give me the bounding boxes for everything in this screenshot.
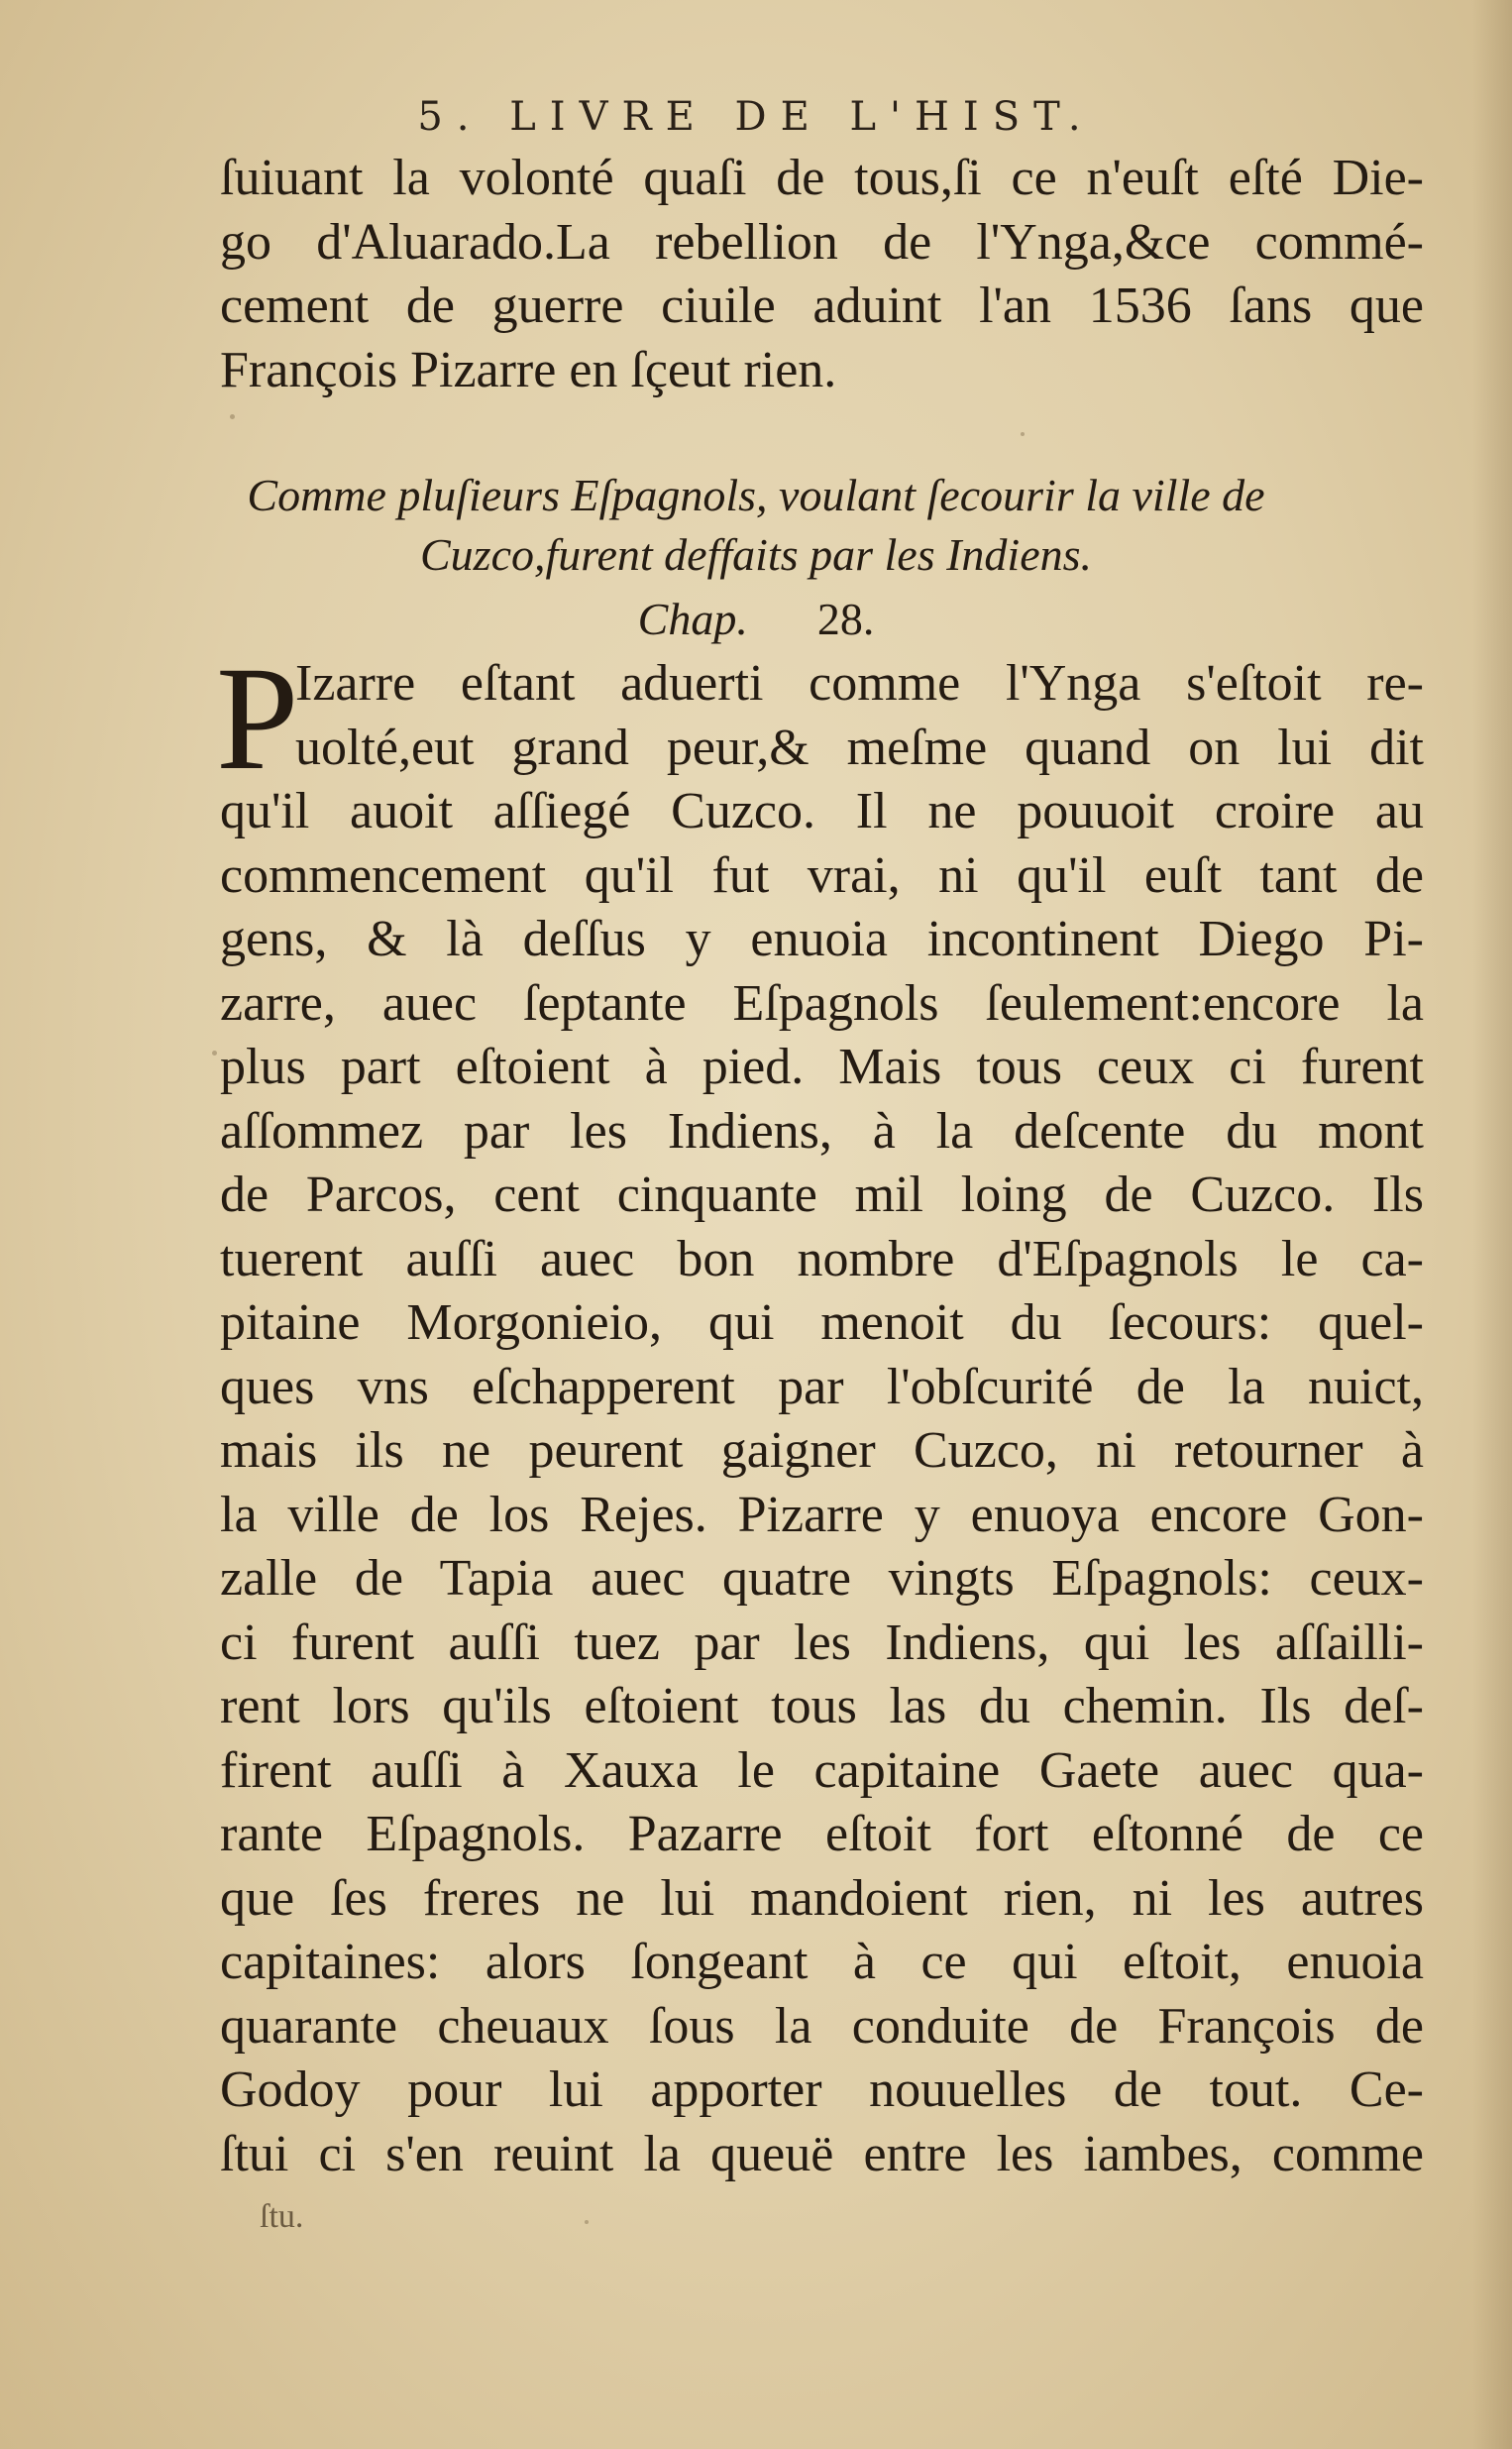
heading-line: Comme pluſieurs Eſpagnols, voulant ſecourir la ville de: [247, 470, 1265, 520]
text-line: que ſes freres ne lui mandoient rien, ni les autres: [220, 1869, 1424, 1927]
text-line: rent lors qu'ils eſtoient tous las du chemin. Ils deſ-: [220, 1678, 1424, 1734]
text-line: ci furent auſſi tuez par les Indiens, qui les aſſailli-: [220, 1614, 1424, 1671]
paper-speck: [230, 414, 235, 419]
text-line: aſſommez par les Indiens, à la deſcente du mont: [220, 1102, 1424, 1160]
text-line: rante Eſpagnols. Pazarre eſtoit fort eſtonné de ce: [220, 1806, 1424, 1862]
text-line: zarre, auec ſeptante Eſpagnols ſeulement:encore la: [220, 974, 1424, 1032]
text-line: pitaine Morgonieio, qui menoit du ſecours: quel-: [220, 1294, 1424, 1351]
paper-speck: [1021, 432, 1025, 436]
text-line: uolté,eut grand peur,& meſme quand on lui dit: [295, 719, 1424, 776]
text-line: la ville de los Rejes. Pizarre y enuoya encore Gon-: [220, 1486, 1424, 1543]
text-line: commencement qu'il fut vrai, ni qu'il euſt tant de: [220, 846, 1424, 904]
text-line: go d'Aluarado.La rebellion de l'Ynga,&ce commé-: [220, 213, 1424, 271]
main-paragraph: [220, 780, 1424, 2186]
text-line: Godoy pour lui apporter nouuelles de tout. Ce-: [220, 2061, 1424, 2118]
text-line: Izarre eſtant aduerti comme l'Ynga s'eſtoit re-: [295, 655, 1424, 712]
chapter-heading: [0, 466, 1512, 585]
chapter-number: 28.: [816, 594, 875, 644]
main-paragraph-opening: [295, 652, 1424, 780]
text-line: zalle de Tapia auec quatre vingts Eſpagnols: ceux-: [220, 1550, 1424, 1607]
page-edge-shadow: [1472, 0, 1512, 2449]
text-line: capitaines: alors ſongeant à ce qui eſtoit, enuoia: [220, 1934, 1424, 1990]
text-line: plus part eſtoient à pied. Mais tous ceux ci furent: [220, 1039, 1424, 1095]
text-line: mais ils ne peurent gaigner Cuzco, ni retourner à: [220, 1422, 1424, 1479]
text-line: quarante cheuaux ſous la conduite de François de: [220, 1997, 1424, 2055]
text-line: de Parcos, cent cinquante mil loing de Cuzco. Ils: [220, 1167, 1424, 1223]
text-line: ſtui ci s'en reuint la queuë entre les iambes, comme: [220, 2125, 1424, 2182]
text-line: qu'il auoit aſſiegé Cuzco. Il ne pouuoit croire au: [220, 783, 1424, 839]
text-line: ques vns eſchapperent par l'obſcurité de la nuict,: [220, 1358, 1424, 1415]
text-line: firent auſſi à Xauxa le capitaine Gaete auec qua-: [220, 1741, 1424, 1799]
top-paragraph: [220, 147, 1424, 402]
text-line: François Pizarre en ſçeut rien.: [220, 341, 837, 398]
chapter-label-word: Chap.: [637, 594, 748, 644]
text-line: ſuiuant la volonté quaſi de tous,ſi ce n'euſt eſté Die-: [220, 150, 1424, 206]
text-line: tuerent auſſi auec bon nombre d'Eſpagnols le ca-: [220, 1230, 1424, 1287]
text-line: cement de guerre ciuile aduint l'an 1536 ſans que: [220, 278, 1424, 334]
paper-speck: [212, 1051, 217, 1056]
drop-cap: P: [216, 636, 299, 801]
catchword: ſtu.: [260, 2198, 304, 2235]
running-head: 5. LIVRE DE L'HIST.: [417, 94, 1095, 140]
heading-line: Cuzco,furent deffaits par les Indiens.: [419, 529, 1093, 580]
paper-speck: [585, 2220, 589, 2224]
text-line: gens, & là deſſus y enuoia incontinent Diego Pi-: [220, 911, 1424, 967]
